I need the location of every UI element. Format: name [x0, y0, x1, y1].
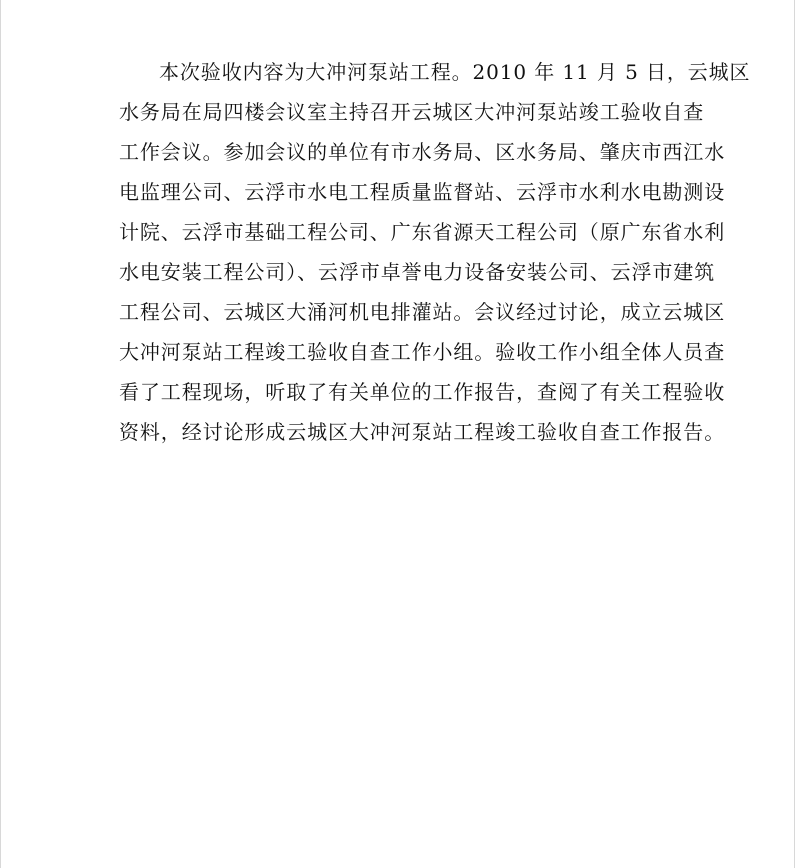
paragraph-line: 资料，经讨论形成云城区大冲河泵站工程竣工验收自查工作报告。 — [119, 420, 726, 444]
paragraph-line: 本次验收内容为大冲河泵站工程。2010 年 11 月 5 日，云城区 — [159, 60, 751, 84]
paragraph-line: 水电安装工程公司）、云浮市卓誉电力设备安装公司、云浮市建筑 — [119, 260, 716, 284]
paragraph-line: 电监理公司、云浮市水电工程质量监督站、云浮市水利水电勘测设 — [119, 180, 726, 204]
paragraph-line: 计院、云浮市基础工程公司、广东省源天工程公司（原广东省水利 — [119, 220, 726, 244]
paragraph-line: 看了工程现场，听取了有关单位的工作报告，查阅了有关工程验收 — [119, 380, 726, 404]
paragraph-line: 大冲河泵站工程竣工验收自查工作小组。验收工作小组全体人员查 — [119, 340, 726, 364]
body-paragraph — [119, 52, 751, 452]
paragraph-line: 工作会议。参加会议的单位有市水务局、区水务局、肇庆市西江水 — [119, 140, 726, 164]
paragraph-line: 水务局在局四楼会议室主持召开云城区大冲河泵站竣工验收自查 — [119, 100, 705, 124]
paragraph-line: 工程公司、云城区大涌河机电排灌站。会议经过讨论，成立云城区 — [119, 300, 726, 324]
